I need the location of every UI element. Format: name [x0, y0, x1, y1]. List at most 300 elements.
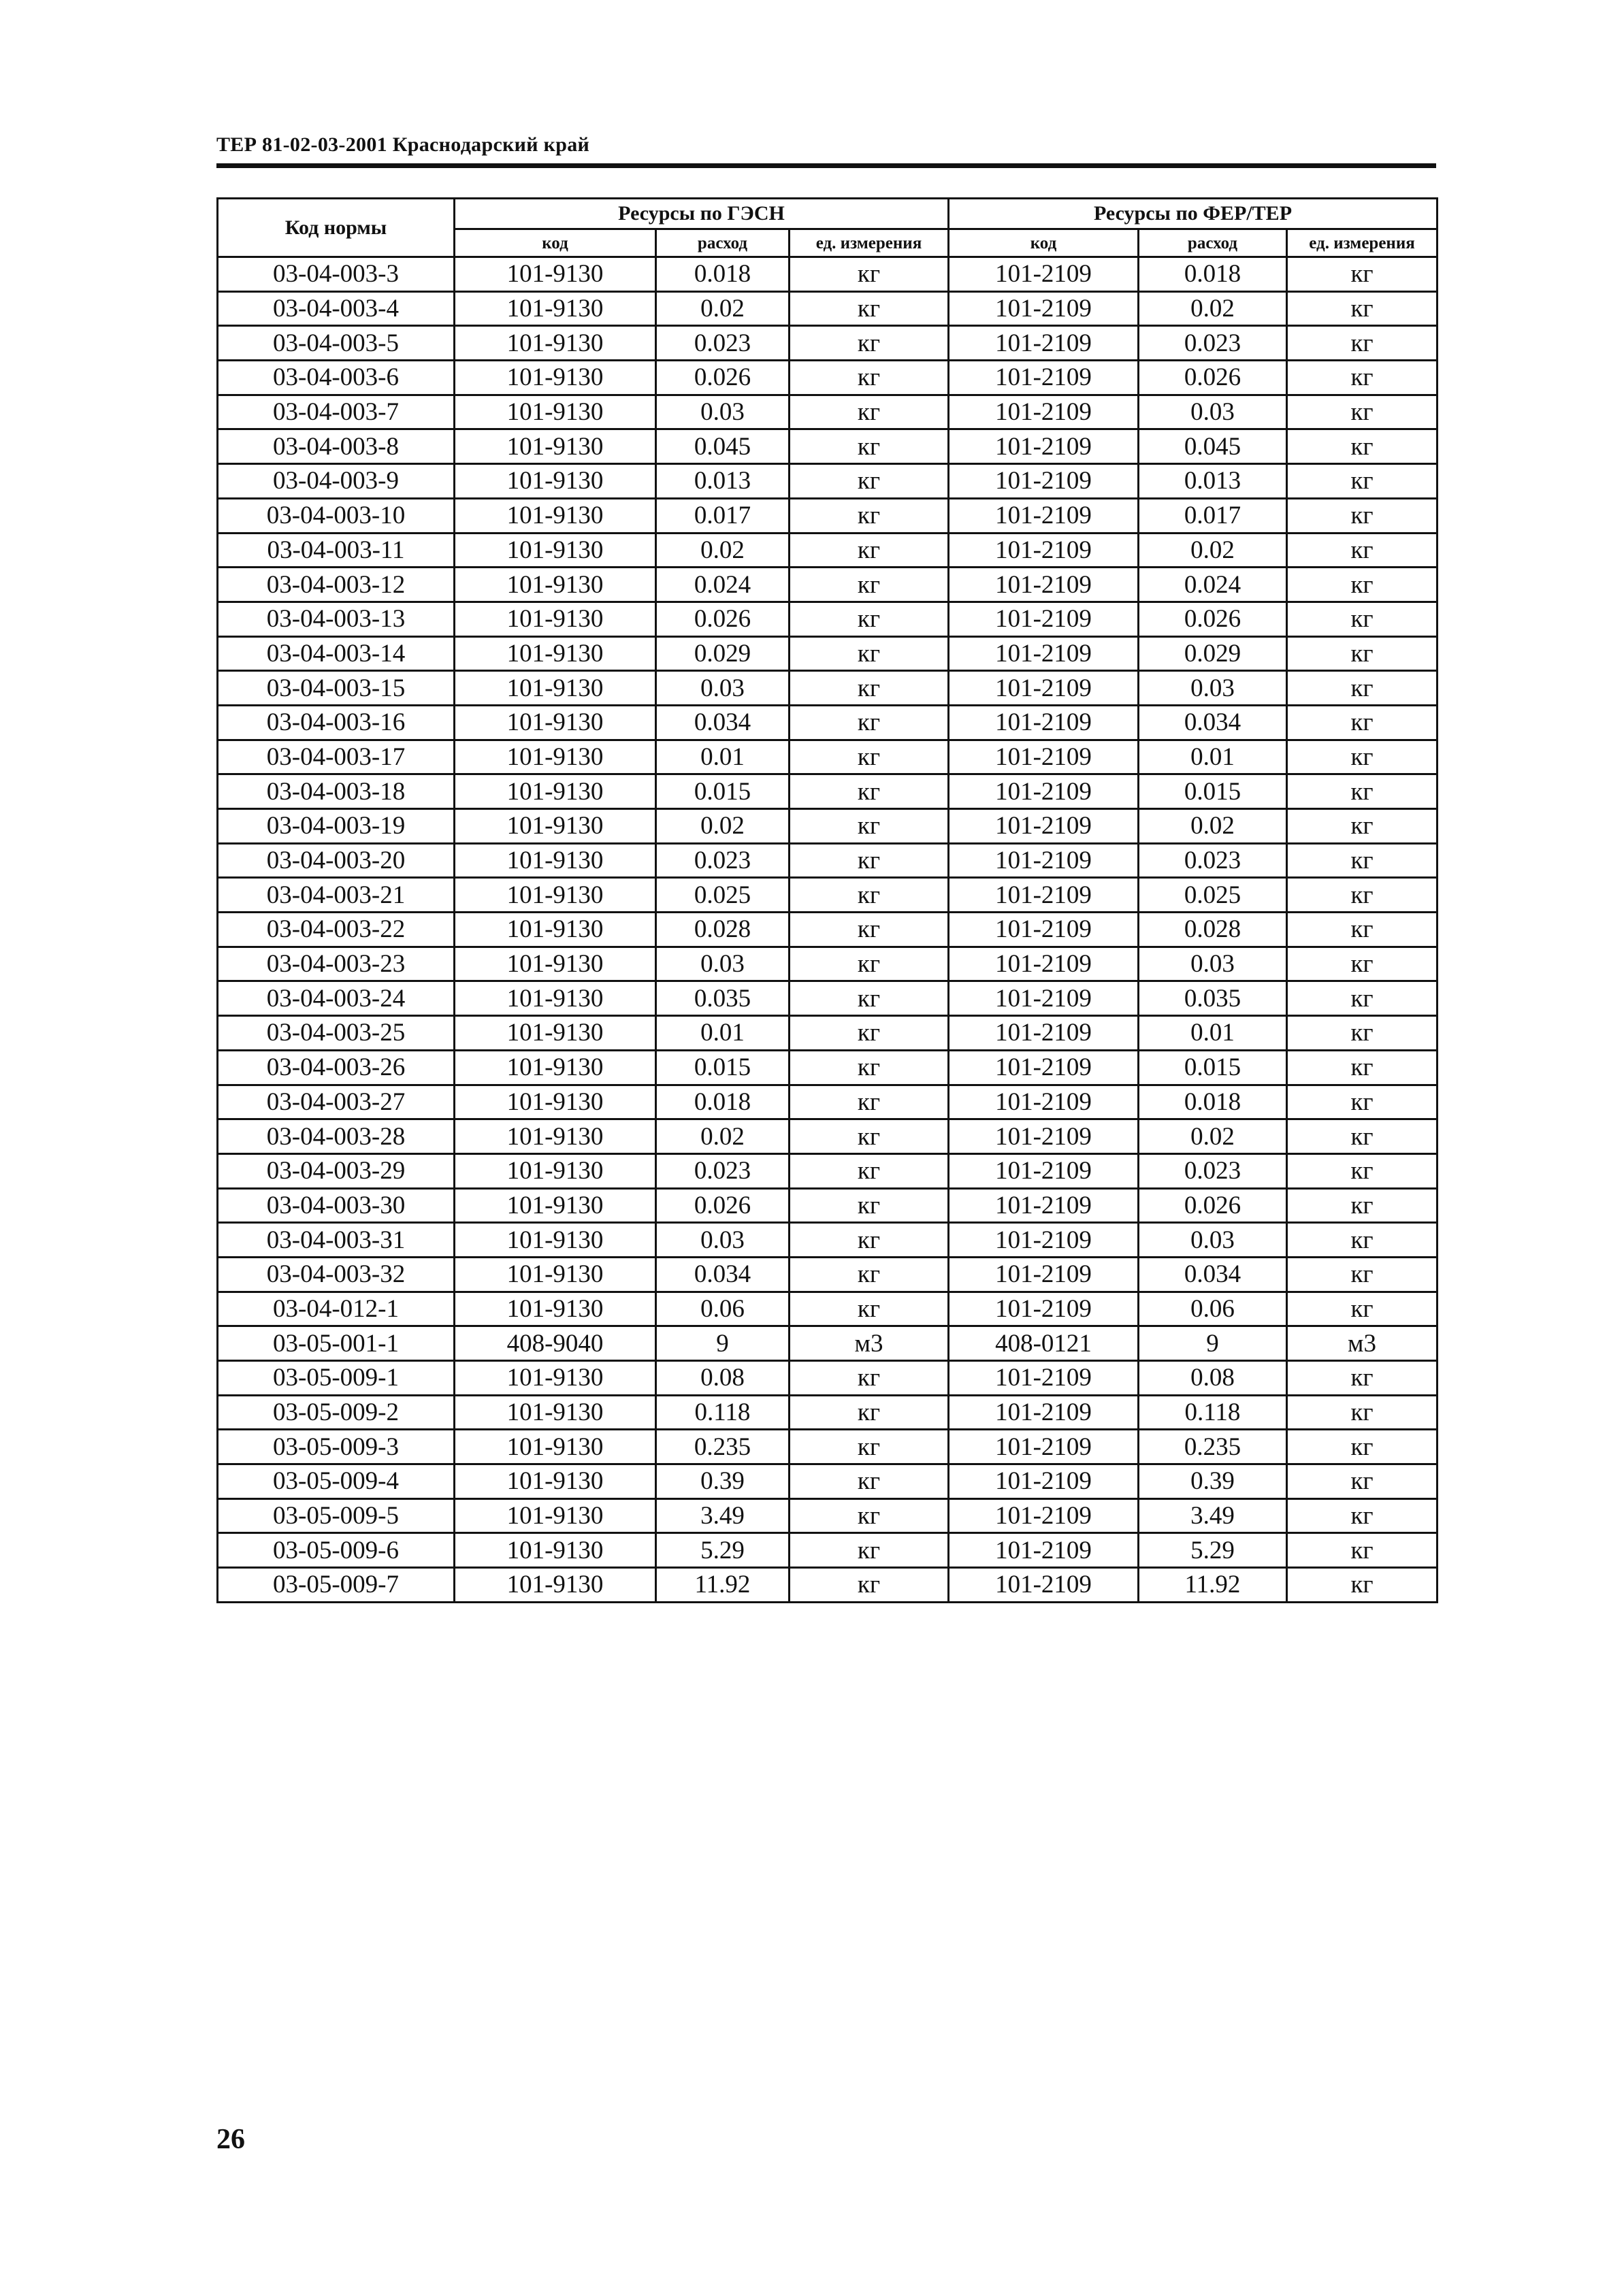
fer-code-cell: 101-2109: [949, 395, 1139, 429]
norm-code-cell: 03-04-003-26: [218, 1050, 455, 1085]
fer-consumption-cell: 0.013: [1139, 464, 1287, 499]
gesn-unit-cell: кг: [790, 774, 949, 809]
table-row: [218, 1119, 1438, 1154]
fer-unit-cell: кг: [1287, 602, 1438, 636]
gesn-unit-cell: кг: [790, 257, 949, 292]
gesn-code-cell: 101-9130: [455, 947, 656, 981]
gesn-code-cell: 101-9130: [455, 1430, 656, 1464]
gesn-unit-cell: кг: [790, 1430, 949, 1464]
fer-unit-cell: кг: [1287, 1188, 1438, 1223]
fer-unit-cell: кг: [1287, 498, 1438, 533]
fer-unit-cell: кг: [1287, 1153, 1438, 1188]
fer-code-cell: 101-2109: [949, 464, 1139, 499]
gesn-unit-cell: кг: [790, 878, 949, 913]
table-row: [218, 947, 1438, 981]
norm-code-cell: 03-05-009-1: [218, 1361, 455, 1396]
gesn-code-cell: 408-9040: [455, 1326, 656, 1361]
sub-header-fer-code: код: [949, 229, 1139, 257]
fer-consumption-cell: 0.03: [1139, 1223, 1287, 1258]
fer-consumption-cell: 0.025: [1139, 878, 1287, 913]
fer-consumption-cell: 0.018: [1139, 257, 1287, 292]
norm-code-cell: 03-04-003-10: [218, 498, 455, 533]
gesn-code-cell: 101-9130: [455, 809, 656, 844]
gesn-code-cell: 101-9130: [455, 878, 656, 913]
gesn-consumption-cell: 0.034: [656, 1257, 790, 1292]
table-row: [218, 257, 1438, 292]
table-row: [218, 913, 1438, 947]
table-row: [218, 326, 1438, 361]
gesn-code-cell: 101-9130: [455, 429, 656, 464]
fer-code-cell: 101-2109: [949, 843, 1139, 878]
fer-unit-cell: кг: [1287, 326, 1438, 361]
norm-code-cell: 03-05-009-3: [218, 1430, 455, 1464]
norm-code-cell: 03-04-003-11: [218, 533, 455, 568]
norm-code-cell: 03-04-003-6: [218, 361, 455, 395]
fer-unit-cell: кг: [1287, 1430, 1438, 1464]
fer-unit-cell: кг: [1287, 1085, 1438, 1119]
table-row: [218, 361, 1438, 395]
table-row: [218, 740, 1438, 774]
fer-consumption-cell: 0.015: [1139, 774, 1287, 809]
fer-unit-cell: кг: [1287, 1223, 1438, 1258]
gesn-code-cell: 101-9130: [455, 533, 656, 568]
gesn-consumption-cell: 0.06: [656, 1292, 790, 1326]
gesn-unit-cell: кг: [790, 913, 949, 947]
gesn-consumption-cell: 0.015: [656, 774, 790, 809]
table-row: [218, 1361, 1438, 1396]
norm-code-cell: 03-04-003-18: [218, 774, 455, 809]
gesn-unit-cell: кг: [790, 981, 949, 1016]
fer-unit-cell: кг: [1287, 671, 1438, 706]
table-row: [218, 464, 1438, 499]
fer-consumption-cell: 0.026: [1139, 361, 1287, 395]
fer-code-cell: 101-2109: [949, 947, 1139, 981]
fer-code-cell: 101-2109: [949, 1464, 1139, 1499]
gesn-code-cell: 101-9130: [455, 636, 656, 671]
fer-code-cell: 101-2109: [949, 1533, 1139, 1568]
fer-consumption-cell: 0.118: [1139, 1395, 1287, 1430]
gesn-consumption-cell: 0.026: [656, 361, 790, 395]
gesn-unit-cell: кг: [790, 1395, 949, 1430]
fer-unit-cell: кг: [1287, 913, 1438, 947]
gesn-unit-cell: кг: [790, 602, 949, 636]
fer-unit-cell: кг: [1287, 1533, 1438, 1568]
fer-code-cell: 101-2109: [949, 740, 1139, 774]
gesn-unit-cell: кг: [790, 395, 949, 429]
gesn-unit-cell: кг: [790, 1153, 949, 1188]
fer-unit-cell: кг: [1287, 1292, 1438, 1326]
fer-code-cell: 101-2109: [949, 291, 1139, 326]
fer-code-cell: 101-2109: [949, 1292, 1139, 1326]
fer-code-cell: 101-2109: [949, 568, 1139, 602]
fer-consumption-cell: 5.29: [1139, 1533, 1287, 1568]
gesn-code-cell: 101-9130: [455, 498, 656, 533]
gesn-consumption-cell: 0.024: [656, 568, 790, 602]
table-row: [218, 1153, 1438, 1188]
norm-code-cell: 03-04-003-7: [218, 395, 455, 429]
table-group-header-row: [218, 199, 1438, 229]
table-row: [218, 1223, 1438, 1258]
fer-code-cell: 101-2109: [949, 498, 1139, 533]
gesn-consumption-cell: 0.018: [656, 257, 790, 292]
gesn-unit-cell: кг: [790, 705, 949, 740]
col-header-norm-code: Код нормы: [218, 199, 455, 257]
gesn-unit-cell: кг: [790, 740, 949, 774]
gesn-consumption-cell: 0.045: [656, 429, 790, 464]
fer-unit-cell: кг: [1287, 568, 1438, 602]
fer-unit-cell: кг: [1287, 843, 1438, 878]
norm-code-cell: 03-04-003-9: [218, 464, 455, 499]
norm-code-cell: 03-04-003-17: [218, 740, 455, 774]
gesn-unit-cell: кг: [790, 843, 949, 878]
fer-code-cell: 101-2109: [949, 774, 1139, 809]
gesn-code-cell: 101-9130: [455, 1016, 656, 1051]
gesn-code-cell: 101-9130: [455, 1188, 656, 1223]
fer-unit-cell: кг: [1287, 878, 1438, 913]
norm-code-cell: 03-04-003-29: [218, 1153, 455, 1188]
gesn-unit-cell: кг: [790, 326, 949, 361]
gesn-unit-cell: кг: [790, 1498, 949, 1533]
table-row: [218, 1050, 1438, 1085]
fer-code-cell: 101-2109: [949, 636, 1139, 671]
fer-unit-cell: кг: [1287, 1016, 1438, 1051]
fer-consumption-cell: 0.01: [1139, 740, 1287, 774]
gesn-consumption-cell: 0.023: [656, 1153, 790, 1188]
table-row: [218, 533, 1438, 568]
fer-consumption-cell: 0.029: [1139, 636, 1287, 671]
gesn-unit-cell: кг: [790, 1085, 949, 1119]
norm-code-cell: 03-04-003-15: [218, 671, 455, 706]
gesn-code-cell: 101-9130: [455, 1361, 656, 1396]
gesn-code-cell: 101-9130: [455, 1257, 656, 1292]
fer-code-cell: 101-2109: [949, 1188, 1139, 1223]
gesn-consumption-cell: 0.118: [656, 1395, 790, 1430]
gesn-consumption-cell: 3.49: [656, 1498, 790, 1533]
fer-consumption-cell: 0.03: [1139, 395, 1287, 429]
norm-code-cell: 03-05-009-2: [218, 1395, 455, 1430]
fer-code-cell: 101-2109: [949, 705, 1139, 740]
norm-code-cell: 03-05-009-5: [218, 1498, 455, 1533]
norm-code-cell: 03-04-003-16: [218, 705, 455, 740]
fer-unit-cell: кг: [1287, 1464, 1438, 1499]
norm-code-cell: 03-05-009-6: [218, 1533, 455, 1568]
group-header-gesn: Ресурсы по ГЭСН: [455, 199, 949, 229]
norm-code-cell: 03-04-003-22: [218, 913, 455, 947]
gesn-unit-cell: кг: [790, 1292, 949, 1326]
gesn-code-cell: 101-9130: [455, 1292, 656, 1326]
fer-consumption-cell: 0.045: [1139, 429, 1287, 464]
gesn-unit-cell: кг: [790, 1119, 949, 1154]
norm-code-cell: 03-04-003-20: [218, 843, 455, 878]
fer-unit-cell: кг: [1287, 464, 1438, 499]
fer-unit-cell: кг: [1287, 395, 1438, 429]
table-row: [218, 1464, 1438, 1499]
gesn-consumption-cell: 0.02: [656, 291, 790, 326]
gesn-consumption-cell: 0.023: [656, 326, 790, 361]
sub-header-fer-consumption: расход: [1139, 229, 1287, 257]
gesn-code-cell: 101-9130: [455, 1533, 656, 1568]
norm-code-cell: 03-04-003-25: [218, 1016, 455, 1051]
fer-code-cell: 101-2109: [949, 1361, 1139, 1396]
norm-code-cell: 03-05-001-1: [218, 1326, 455, 1361]
gesn-unit-cell: кг: [790, 464, 949, 499]
fer-consumption-cell: 0.015: [1139, 1050, 1287, 1085]
fer-unit-cell: м3: [1287, 1326, 1438, 1361]
fer-unit-cell: кг: [1287, 947, 1438, 981]
running-header: ТЕР 81-02-03-2001 Краснодарский край: [216, 133, 590, 156]
gesn-code-cell: 101-9130: [455, 257, 656, 292]
gesn-code-cell: 101-9130: [455, 361, 656, 395]
fer-consumption-cell: 0.026: [1139, 602, 1287, 636]
gesn-consumption-cell: 0.02: [656, 809, 790, 844]
gesn-consumption-cell: 0.017: [656, 498, 790, 533]
norm-code-cell: 03-04-003-19: [218, 809, 455, 844]
gesn-unit-cell: кг: [790, 671, 949, 706]
fer-consumption-cell: 0.03: [1139, 671, 1287, 706]
fer-code-cell: 101-2109: [949, 1119, 1139, 1154]
fer-consumption-cell: 11.92: [1139, 1568, 1287, 1603]
norm-code-cell: 03-04-003-24: [218, 981, 455, 1016]
gesn-consumption-cell: 0.03: [656, 395, 790, 429]
gesn-consumption-cell: 0.01: [656, 1016, 790, 1051]
table-row: [218, 1498, 1438, 1533]
fer-consumption-cell: 0.02: [1139, 291, 1287, 326]
table-row: [218, 1257, 1438, 1292]
fer-unit-cell: кг: [1287, 1119, 1438, 1154]
gesn-consumption-cell: 0.026: [656, 602, 790, 636]
gesn-consumption-cell: 11.92: [656, 1568, 790, 1603]
gesn-consumption-cell: 0.03: [656, 947, 790, 981]
table-row: [218, 1568, 1438, 1603]
norm-code-cell: 03-04-003-21: [218, 878, 455, 913]
fer-code-cell: 101-2109: [949, 1498, 1139, 1533]
fer-unit-cell: кг: [1287, 291, 1438, 326]
norm-code-cell: 03-04-003-3: [218, 257, 455, 292]
gesn-unit-cell: кг: [790, 291, 949, 326]
gesn-unit-cell: кг: [790, 568, 949, 602]
fer-unit-cell: кг: [1287, 1361, 1438, 1396]
table-row: [218, 843, 1438, 878]
norm-code-cell: 03-04-003-32: [218, 1257, 455, 1292]
gesn-code-cell: 101-9130: [455, 291, 656, 326]
fer-consumption-cell: 0.39: [1139, 1464, 1287, 1499]
gesn-consumption-cell: 0.018: [656, 1085, 790, 1119]
fer-consumption-cell: 0.02: [1139, 1119, 1287, 1154]
table-row: [218, 568, 1438, 602]
gesn-consumption-cell: 0.01: [656, 740, 790, 774]
fer-code-cell: 101-2109: [949, 981, 1139, 1016]
norm-code-cell: 03-04-003-4: [218, 291, 455, 326]
gesn-consumption-cell: 0.235: [656, 1430, 790, 1464]
fer-code-cell: 101-2109: [949, 1153, 1139, 1188]
gesn-consumption-cell: 5.29: [656, 1533, 790, 1568]
norm-code-cell: 03-04-003-23: [218, 947, 455, 981]
gesn-consumption-cell: 0.02: [656, 1119, 790, 1154]
sub-header-gesn-unit: ед. измерения: [790, 229, 949, 257]
table-body: [218, 257, 1438, 1603]
fer-code-cell: 101-2109: [949, 326, 1139, 361]
norm-code-cell: 03-04-003-28: [218, 1119, 455, 1154]
gesn-consumption-cell: 0.015: [656, 1050, 790, 1085]
fer-consumption-cell: 0.026: [1139, 1188, 1287, 1223]
gesn-code-cell: 101-9130: [455, 671, 656, 706]
fer-consumption-cell: 0.03: [1139, 947, 1287, 981]
gesn-consumption-cell: 0.025: [656, 878, 790, 913]
gesn-code-cell: 101-9130: [455, 1085, 656, 1119]
fer-code-cell: 101-2109: [949, 913, 1139, 947]
fer-consumption-cell: 0.02: [1139, 533, 1287, 568]
table-row: [218, 429, 1438, 464]
norm-code-cell: 03-04-003-30: [218, 1188, 455, 1223]
fer-code-cell: 101-2109: [949, 809, 1139, 844]
table-row: [218, 981, 1438, 1016]
gesn-code-cell: 101-9130: [455, 1498, 656, 1533]
group-header-fer: Ресурсы по ФЕР/ТЕР: [949, 199, 1438, 229]
table-row: [218, 774, 1438, 809]
fer-unit-cell: кг: [1287, 809, 1438, 844]
gesn-unit-cell: кг: [790, 533, 949, 568]
gesn-unit-cell: кг: [790, 947, 949, 981]
fer-code-cell: 101-2109: [949, 602, 1139, 636]
table-row: [218, 809, 1438, 844]
gesn-consumption-cell: 0.03: [656, 671, 790, 706]
fer-unit-cell: кг: [1287, 1050, 1438, 1085]
norm-code-cell: 03-05-009-7: [218, 1568, 455, 1603]
fer-consumption-cell: 0.06: [1139, 1292, 1287, 1326]
fer-consumption-cell: 0.023: [1139, 1153, 1287, 1188]
fer-unit-cell: кг: [1287, 1498, 1438, 1533]
fer-unit-cell: кг: [1287, 636, 1438, 671]
fer-code-cell: 101-2109: [949, 1430, 1139, 1464]
table-row: [218, 705, 1438, 740]
page-number: 26: [216, 2124, 245, 2155]
gesn-code-cell: 101-9130: [455, 1223, 656, 1258]
sub-header-gesn-code: код: [455, 229, 656, 257]
fer-unit-cell: кг: [1287, 740, 1438, 774]
table-row: [218, 1430, 1438, 1464]
fer-consumption-cell: 0.018: [1139, 1085, 1287, 1119]
fer-consumption-cell: 0.235: [1139, 1430, 1287, 1464]
sub-header-gesn-consumption: расход: [656, 229, 790, 257]
table-head: [218, 199, 1438, 257]
gesn-code-cell: 101-9130: [455, 1568, 656, 1603]
fer-consumption-cell: 0.034: [1139, 1257, 1287, 1292]
table-row: [218, 395, 1438, 429]
gesn-consumption-cell: 0.026: [656, 1188, 790, 1223]
table-row: [218, 1188, 1438, 1223]
fer-consumption-cell: 0.024: [1139, 568, 1287, 602]
gesn-unit-cell: кг: [790, 1257, 949, 1292]
fer-unit-cell: кг: [1287, 1568, 1438, 1603]
fer-consumption-cell: 0.034: [1139, 705, 1287, 740]
table-row: [218, 498, 1438, 533]
gesn-unit-cell: кг: [790, 1050, 949, 1085]
fer-consumption-cell: 9: [1139, 1326, 1287, 1361]
gesn-code-cell: 101-9130: [455, 913, 656, 947]
table-row: [218, 1395, 1438, 1430]
norm-code-cell: 03-04-012-1: [218, 1292, 455, 1326]
gesn-consumption-cell: 0.034: [656, 705, 790, 740]
table-row: [218, 1533, 1438, 1568]
norm-code-cell: 03-04-003-27: [218, 1085, 455, 1119]
fer-code-cell: 101-2109: [949, 1050, 1139, 1085]
gesn-consumption-cell: 0.02: [656, 533, 790, 568]
fer-code-cell: 101-2109: [949, 1223, 1139, 1258]
gesn-unit-cell: кг: [790, 636, 949, 671]
gesn-code-cell: 101-9130: [455, 464, 656, 499]
fer-unit-cell: кг: [1287, 981, 1438, 1016]
table-row: [218, 636, 1438, 671]
table-row: [218, 878, 1438, 913]
fer-unit-cell: кг: [1287, 257, 1438, 292]
fer-consumption-cell: 0.01: [1139, 1016, 1287, 1051]
gesn-unit-cell: кг: [790, 498, 949, 533]
fer-code-cell: 101-2109: [949, 361, 1139, 395]
gesn-unit-cell: кг: [790, 1223, 949, 1258]
gesn-code-cell: 101-9130: [455, 395, 656, 429]
gesn-consumption-cell: 0.08: [656, 1361, 790, 1396]
gesn-consumption-cell: 0.028: [656, 913, 790, 947]
gesn-consumption-cell: 0.029: [656, 636, 790, 671]
norm-code-cell: 03-04-003-14: [218, 636, 455, 671]
norm-code-cell: 03-05-009-4: [218, 1464, 455, 1499]
gesn-code-cell: 101-9130: [455, 568, 656, 602]
gesn-code-cell: 101-9130: [455, 705, 656, 740]
fer-consumption-cell: 0.028: [1139, 913, 1287, 947]
table-row: [218, 1085, 1438, 1119]
fer-consumption-cell: 0.023: [1139, 843, 1287, 878]
gesn-unit-cell: м3: [790, 1326, 949, 1361]
gesn-code-cell: 101-9130: [455, 1464, 656, 1499]
fer-consumption-cell: 0.02: [1139, 809, 1287, 844]
fer-code-cell: 101-2109: [949, 257, 1139, 292]
fer-code-cell: 101-2109: [949, 1568, 1139, 1603]
table-row: [218, 602, 1438, 636]
gesn-unit-cell: кг: [790, 1361, 949, 1396]
norm-code-cell: 03-04-003-12: [218, 568, 455, 602]
gesn-code-cell: 101-9130: [455, 326, 656, 361]
fer-consumption-cell: 0.017: [1139, 498, 1287, 533]
gesn-unit-cell: кг: [790, 429, 949, 464]
gesn-consumption-cell: 0.023: [656, 843, 790, 878]
gesn-unit-cell: кг: [790, 1533, 949, 1568]
fer-consumption-cell: 0.08: [1139, 1361, 1287, 1396]
gesn-consumption-cell: 0.035: [656, 981, 790, 1016]
gesn-unit-cell: кг: [790, 809, 949, 844]
gesn-code-cell: 101-9130: [455, 843, 656, 878]
fer-code-cell: 101-2109: [949, 1257, 1139, 1292]
gesn-code-cell: 101-9130: [455, 740, 656, 774]
gesn-consumption-cell: 0.03: [656, 1223, 790, 1258]
gesn-consumption-cell: 9: [656, 1326, 790, 1361]
fer-consumption-cell: 0.023: [1139, 326, 1287, 361]
gesn-code-cell: 101-9130: [455, 774, 656, 809]
gesn-unit-cell: кг: [790, 361, 949, 395]
fer-code-cell: 408-0121: [949, 1326, 1139, 1361]
table-row: [218, 1326, 1438, 1361]
gesn-consumption-cell: 0.39: [656, 1464, 790, 1499]
gesn-unit-cell: кг: [790, 1016, 949, 1051]
fer-unit-cell: кг: [1287, 361, 1438, 395]
gesn-code-cell: 101-9130: [455, 1119, 656, 1154]
table-row: [218, 291, 1438, 326]
gesn-code-cell: 101-9130: [455, 1153, 656, 1188]
gesn-code-cell: 101-9130: [455, 981, 656, 1016]
sub-header-fer-unit: ед. измерения: [1287, 229, 1438, 257]
table-row: [218, 671, 1438, 706]
norm-code-cell: 03-04-003-31: [218, 1223, 455, 1258]
norm-code-cell: 03-04-003-13: [218, 602, 455, 636]
